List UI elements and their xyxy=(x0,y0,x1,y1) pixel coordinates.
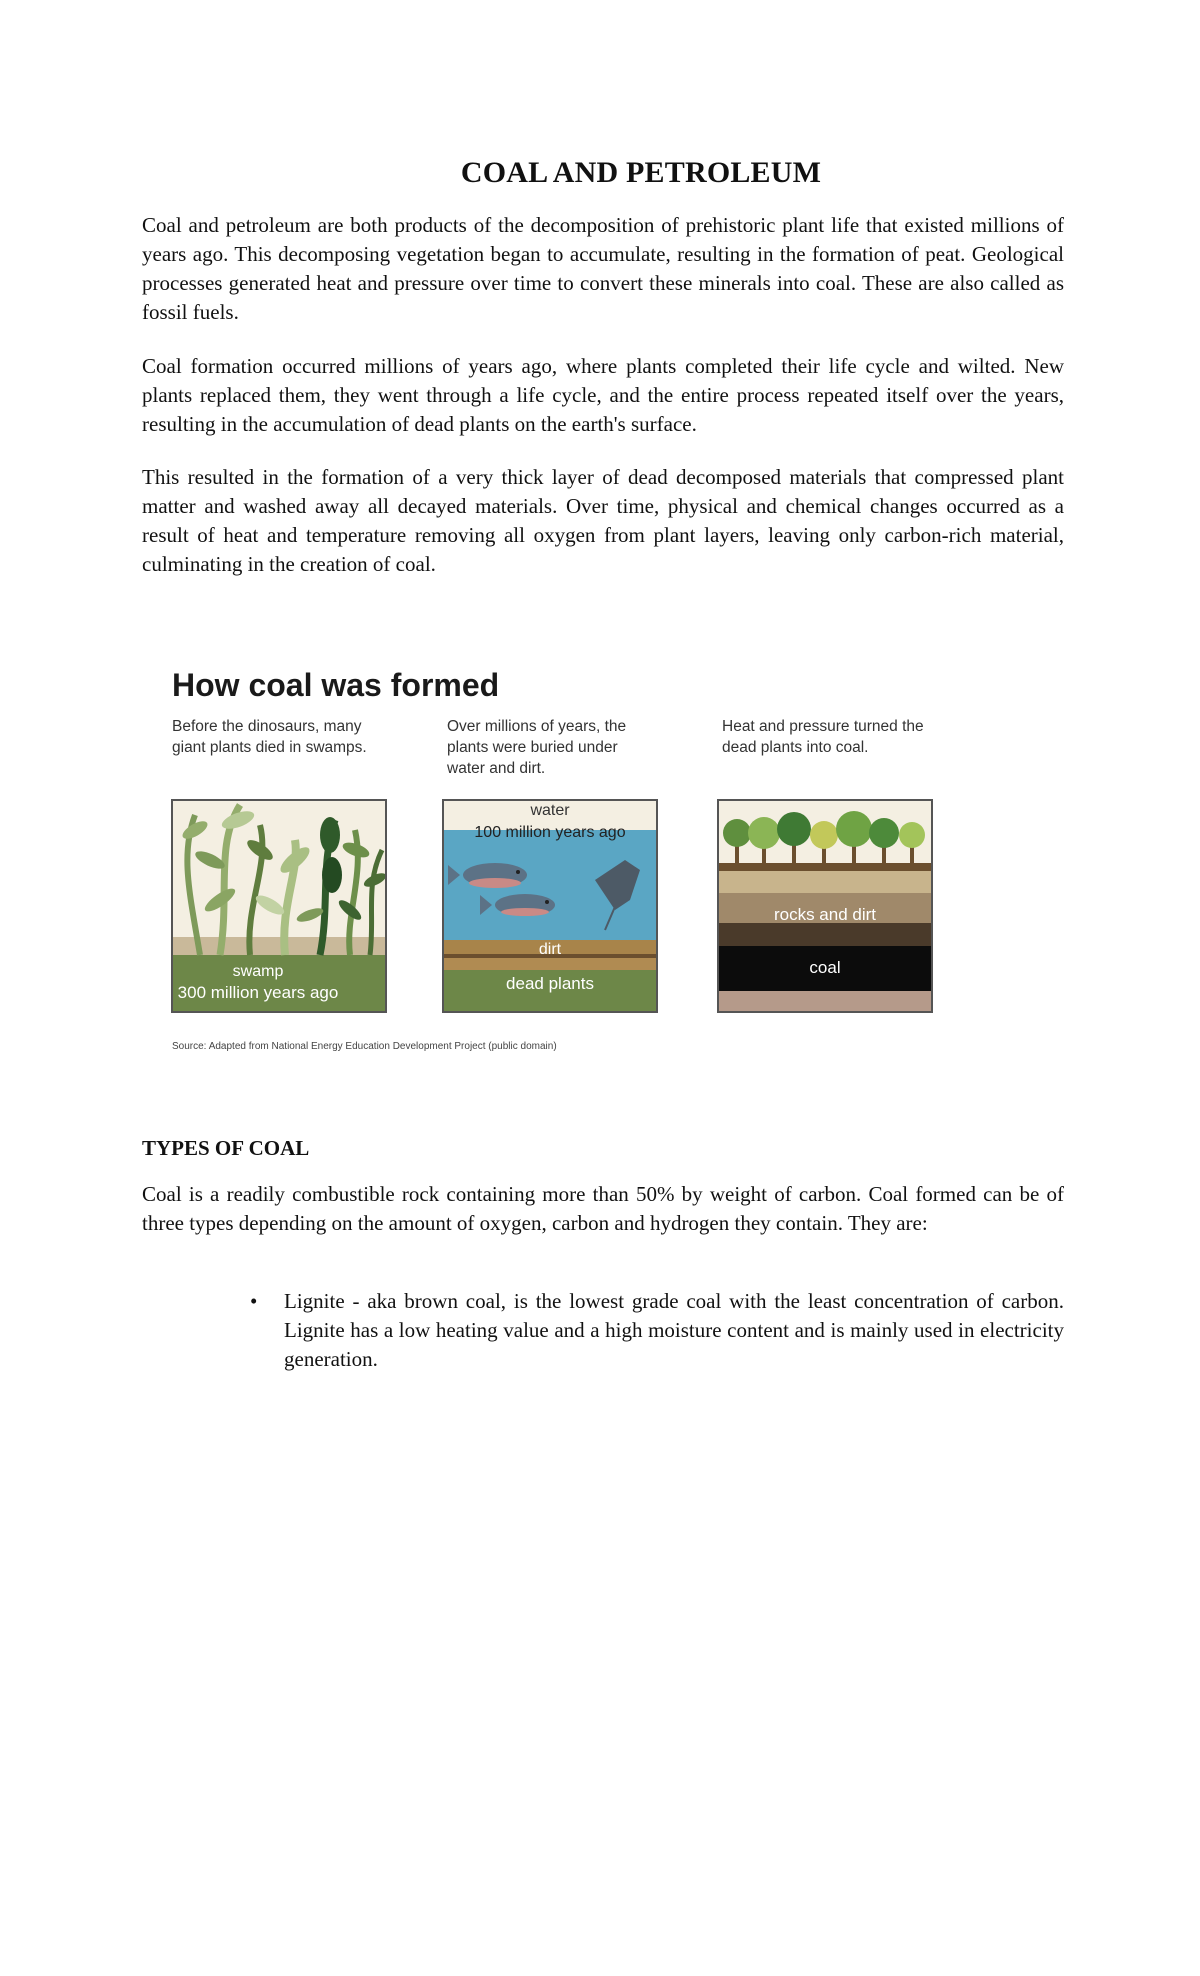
page-title: COAL AND PETROLEUM xyxy=(460,156,822,189)
section-intro: Coal is a readily combustible rock containing more than 50% by weight of carbon. Coal formed can be of three types depending on the amount of oxygen, carbon and hydrogen they contain. They are: xyxy=(142,1182,1064,1235)
paragraph-intro: Coal and petroleum are both products of the decomposition of prehistoric plant life that existed millions of years ago. This decomposing vegetation began to accumulate, resulting in the formation of peat. Geological processes generated heat and pressure over time to convert these minerals into coal. These are also called as fossil fuels. xyxy=(142,213,1064,324)
caption-panel3-line2: dead plants into coal. xyxy=(722,739,869,756)
dirt-label: dirt xyxy=(538,941,562,958)
figure-heading: How coal was formed xyxy=(172,667,500,703)
caption-panel3-line1: Heat and pressure turned the xyxy=(722,718,924,735)
caption-panel2-line2: plants were buried under xyxy=(447,739,618,756)
caption-panel2-line1: Over millions of years, the xyxy=(447,718,627,735)
swamp-panel xyxy=(172,800,388,1012)
list-item-text: Lignite - aka brown coal, is the lowest grade coal with the least concentration of carbon. Lignite has a low heating value and a high moisture content and is mainly used in electricity generation. xyxy=(284,1289,1064,1371)
coal-formation-figure xyxy=(160,655,960,1065)
coal-panel xyxy=(718,800,932,1012)
caption-panel1-line2: giant plants died in swamps. xyxy=(172,739,367,756)
water-age-label: 100 million years ago xyxy=(474,824,626,841)
rocks-and-dirt-label: rocks and dirt xyxy=(773,905,877,924)
section-heading: TYPES OF COAL xyxy=(142,1136,310,1160)
dead-plants-label: dead plants xyxy=(506,974,594,993)
coal-types-list xyxy=(250,1287,1064,1374)
swamp-age-label: 300 million years ago xyxy=(177,983,339,1002)
caption-panel1-line1: Before the dinosaurs, many xyxy=(172,718,362,735)
swamp-label: swamp xyxy=(232,963,284,980)
paragraph-formation: Coal formation occurred millions of years ago, where plants completed their life cycle and wilted. New plants replaced them, they went through a life cycle, and the entire process repeated itself over the years, resulting in the accumulation of dead plants on the earth's surface. xyxy=(142,354,1064,436)
water-label: water xyxy=(530,802,570,819)
coal-label: coal xyxy=(809,958,841,977)
list-item xyxy=(250,1287,1064,1374)
caption-panel2-line3: water and dirt. xyxy=(447,760,546,777)
paragraph-process: This resulted in the formation of a very thick layer of dead decomposed materials that compressed plant matter and washed away all decayed materials. Over time, physical and chemical changes occurred as a result of heat and temperature removing all oxygen from plant layers, leaving only carbon-rich material, culminating in the creation of coal. xyxy=(142,465,1064,576)
bullet-icon: • xyxy=(250,1289,258,1313)
buried-panel xyxy=(443,800,657,1012)
figure-source: Source: Adapted from National Energy Education Development Project (public domain) xyxy=(172,1041,557,1052)
